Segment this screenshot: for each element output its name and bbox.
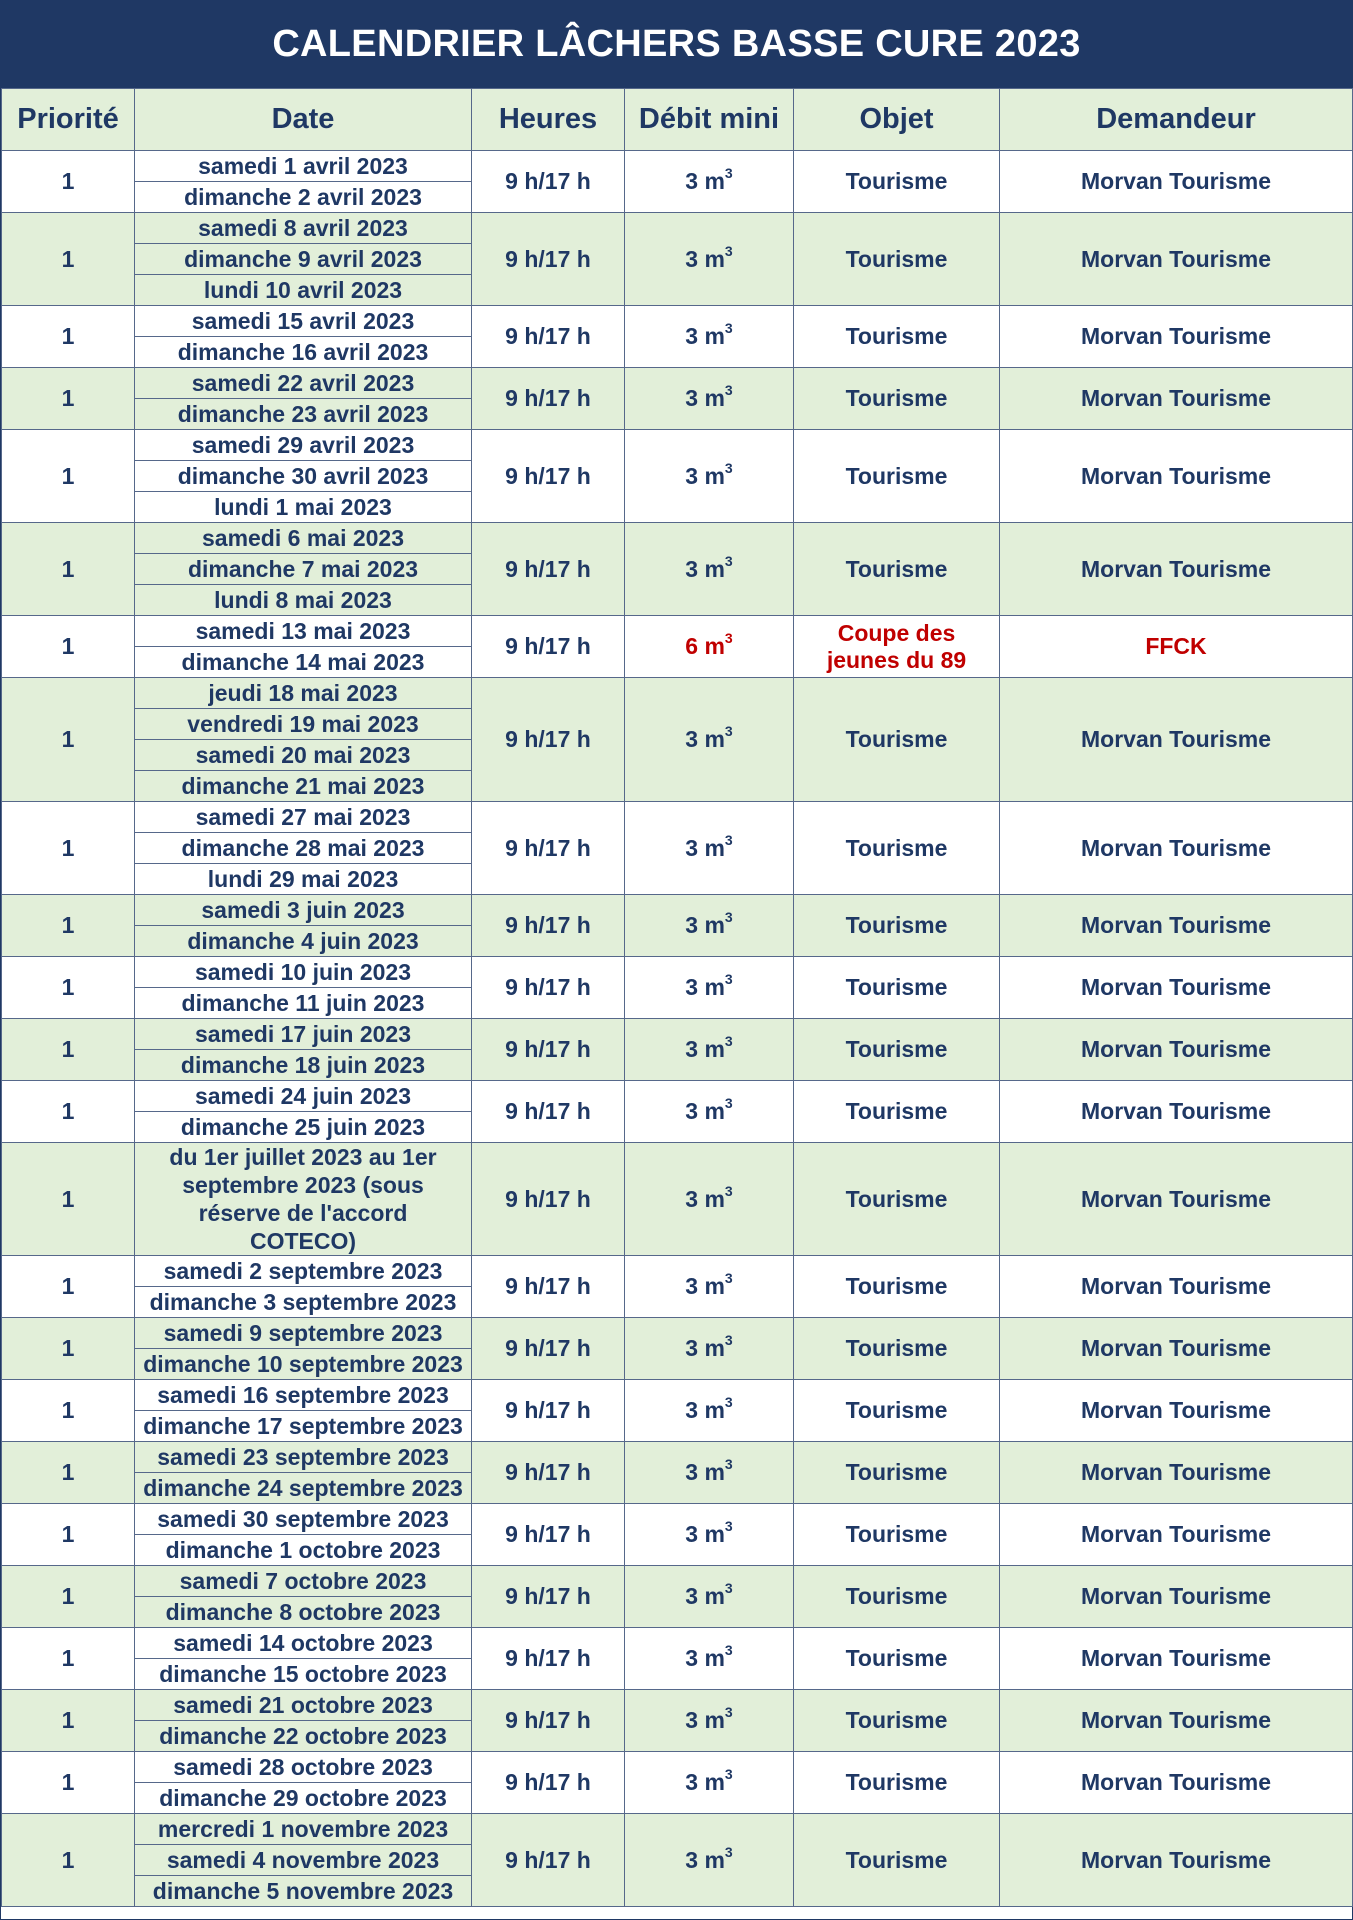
cell-date: dimanche 5 novembre 2023 (135, 1876, 472, 1907)
cell-date: dimanche 7 mai 2023 (135, 554, 472, 585)
cell-demandeur: Morvan Tourisme (1000, 678, 1353, 802)
cell-heures: 9 h/17 h (472, 1081, 625, 1143)
cell-heures: 9 h/17 h (472, 616, 625, 678)
cell-heures: 9 h/17 h (472, 802, 625, 895)
debit-value: 3 m (685, 834, 725, 861)
cell-date: samedi 13 mai 2023 (135, 616, 472, 647)
table-row (2, 1143, 1353, 1256)
cell-demandeur: Morvan Tourisme (1000, 1318, 1353, 1380)
cell-priorite: 1 (2, 616, 135, 678)
cell-date: dimanche 4 juin 2023 (135, 926, 472, 957)
header-objet: Objet (794, 89, 1000, 151)
table-body (2, 151, 1353, 1907)
cell-demandeur: Morvan Tourisme (1000, 1380, 1353, 1442)
debit-unit-exponent: 3 (724, 1456, 733, 1473)
cell-heures: 9 h/17 h (472, 1442, 625, 1504)
cell-objet: Tourisme (794, 1019, 1000, 1081)
cell-date: samedi 10 juin 2023 (135, 957, 472, 988)
cell-debit-mini (625, 678, 794, 802)
cell-debit-mini (625, 1318, 794, 1380)
table-row (2, 1752, 1353, 1783)
cell-debit-mini (625, 213, 794, 306)
cell-heures: 9 h/17 h (472, 523, 625, 616)
debit-value: 3 m (685, 1036, 725, 1062)
debit-value: 3 m (685, 1846, 725, 1873)
cell-priorite: 1 (2, 1504, 135, 1566)
debit-unit-exponent: 3 (724, 909, 733, 926)
cell-debit-mini (625, 523, 794, 616)
debit-unit-exponent: 3 (724, 1704, 733, 1721)
cell-date: samedi 9 septembre 2023 (135, 1318, 472, 1349)
cell-objet: Coupe des jeunes du 89 (794, 616, 1000, 678)
cell-date: lundi 1 mai 2023 (135, 492, 472, 523)
cell-debit-mini (625, 1814, 794, 1907)
cell-date: samedi 30 septembre 2023 (135, 1504, 472, 1535)
cell-debit-mini (625, 1380, 794, 1442)
cell-objet: Tourisme (794, 1814, 1000, 1907)
cell-debit-mini (625, 1143, 794, 1256)
cell-date: samedi 16 septembre 2023 (135, 1380, 472, 1411)
cell-demandeur: Morvan Tourisme (1000, 957, 1353, 1019)
cell-date: dimanche 2 avril 2023 (135, 182, 472, 213)
debit-value: 3 m (685, 1185, 725, 1212)
cell-debit-mini (625, 802, 794, 895)
cell-priorite: 1 (2, 151, 135, 213)
cell-date: dimanche 30 avril 2023 (135, 461, 472, 492)
cell-objet: Tourisme (794, 151, 1000, 213)
cell-date: samedi 23 septembre 2023 (135, 1442, 472, 1473)
debit-value: 3 m (685, 245, 725, 272)
cell-date: samedi 17 juin 2023 (135, 1019, 472, 1050)
cell-priorite: 1 (2, 678, 135, 802)
cell-date: dimanche 29 octobre 2023 (135, 1783, 472, 1814)
cell-priorite: 1 (2, 306, 135, 368)
cell-priorite: 1 (2, 1256, 135, 1318)
cell-date: lundi 8 mai 2023 (135, 585, 472, 616)
cell-date: du 1er juillet 2023 au 1er septembre 2023 (sous réserve de l'accord COTECO) (135, 1143, 472, 1256)
cell-priorite: 1 (2, 430, 135, 523)
cell-debit-mini (625, 1019, 794, 1081)
cell-debit-mini (625, 430, 794, 523)
cell-date: samedi 7 octobre 2023 (135, 1566, 472, 1597)
cell-date: samedi 24 juin 2023 (135, 1081, 472, 1112)
table-row (2, 1380, 1353, 1411)
cell-debit-mini (625, 1566, 794, 1628)
debit-value: 3 m (685, 974, 725, 1000)
debit-value: 3 m (685, 1583, 725, 1609)
cell-priorite: 1 (2, 1628, 135, 1690)
debit-unit-exponent: 3 (724, 1182, 733, 1199)
table-row (2, 1628, 1353, 1659)
debit-unit-exponent: 3 (724, 630, 733, 647)
cell-priorite: 1 (2, 1318, 135, 1380)
cell-demandeur: Morvan Tourisme (1000, 1256, 1353, 1318)
debit-unit-exponent: 3 (724, 1270, 733, 1287)
cell-demandeur: Morvan Tourisme (1000, 895, 1353, 957)
cell-demandeur: Morvan Tourisme (1000, 1752, 1353, 1814)
cell-demandeur: Morvan Tourisme (1000, 151, 1353, 213)
cell-debit-mini (625, 306, 794, 368)
cell-heures: 9 h/17 h (472, 1504, 625, 1566)
cell-debit-mini (625, 1628, 794, 1690)
debit-value: 3 m (685, 1273, 725, 1299)
debit-unit-exponent: 3 (724, 723, 733, 740)
document-title: CALENDRIER LÂCHERS BASSE CURE 2023 (1, 1, 1352, 88)
cell-demandeur: Morvan Tourisme (1000, 213, 1353, 306)
cell-date: dimanche 21 mai 2023 (135, 771, 472, 802)
cell-priorite: 1 (2, 802, 135, 895)
cell-date: dimanche 24 septembre 2023 (135, 1473, 472, 1504)
cell-heures: 9 h/17 h (472, 1814, 625, 1907)
cell-objet: Tourisme (794, 213, 1000, 306)
cell-date: dimanche 15 octobre 2023 (135, 1659, 472, 1690)
cell-date: samedi 3 juin 2023 (135, 895, 472, 926)
cell-objet: Tourisme (794, 430, 1000, 523)
debit-value: 3 m (685, 1098, 725, 1124)
debit-value: 3 m (685, 1707, 725, 1733)
cell-demandeur: Morvan Tourisme (1000, 1628, 1353, 1690)
cell-objet: Tourisme (794, 802, 1000, 895)
cell-date: dimanche 11 juin 2023 (135, 988, 472, 1019)
cell-date: samedi 14 octobre 2023 (135, 1628, 472, 1659)
debit-unit-exponent: 3 (724, 971, 733, 988)
cell-date: samedi 20 mai 2023 (135, 740, 472, 771)
cell-debit-mini (625, 957, 794, 1019)
debit-unit-exponent: 3 (724, 242, 733, 259)
debit-value: 3 m (685, 912, 725, 938)
cell-date: samedi 6 mai 2023 (135, 523, 472, 554)
cell-heures: 9 h/17 h (472, 213, 625, 306)
debit-unit-exponent: 3 (724, 1642, 733, 1659)
cell-heures: 9 h/17 h (472, 957, 625, 1019)
debit-value: 3 m (685, 462, 725, 489)
debit-unit-exponent: 3 (724, 831, 733, 848)
table-row (2, 430, 1353, 461)
table-row (2, 1442, 1353, 1473)
cell-demandeur: Morvan Tourisme (1000, 368, 1353, 430)
cell-demandeur: Morvan Tourisme (1000, 802, 1353, 895)
table-row (2, 1814, 1353, 1845)
header-heures: Heures (472, 89, 625, 151)
cell-demandeur: FFCK (1000, 616, 1353, 678)
debit-unit-exponent: 3 (724, 1766, 733, 1783)
cell-priorite: 1 (2, 1690, 135, 1752)
cell-debit-mini (625, 1442, 794, 1504)
cell-date: dimanche 3 septembre 2023 (135, 1287, 472, 1318)
cell-date: samedi 1 avril 2023 (135, 151, 472, 182)
debit-unit-exponent: 3 (724, 1095, 733, 1112)
cell-heures: 9 h/17 h (472, 151, 625, 213)
cell-demandeur: Morvan Tourisme (1000, 430, 1353, 523)
table-row (2, 1081, 1353, 1112)
debit-unit-exponent: 3 (724, 1518, 733, 1535)
header-priorite: Priorité (2, 89, 135, 151)
table-row (2, 1019, 1353, 1050)
debit-unit-exponent: 3 (724, 1843, 733, 1860)
table-row (2, 802, 1353, 833)
cell-priorite: 1 (2, 1143, 135, 1256)
debit-value: 3 m (685, 323, 725, 349)
cell-objet: Tourisme (794, 678, 1000, 802)
table-row (2, 213, 1353, 244)
cell-heures: 9 h/17 h (472, 1318, 625, 1380)
cell-date: dimanche 18 juin 2023 (135, 1050, 472, 1081)
cell-date: dimanche 28 mai 2023 (135, 833, 472, 864)
table-row (2, 151, 1353, 182)
cell-priorite: 1 (2, 1081, 135, 1143)
cell-date: dimanche 23 avril 2023 (135, 399, 472, 430)
debit-value: 3 m (685, 385, 725, 411)
cell-heures: 9 h/17 h (472, 306, 625, 368)
cell-heures: 9 h/17 h (472, 1143, 625, 1256)
cell-date: samedi 28 octobre 2023 (135, 1752, 472, 1783)
cell-heures: 9 h/17 h (472, 895, 625, 957)
cell-objet: Tourisme (794, 1690, 1000, 1752)
debit-value: 3 m (685, 1335, 725, 1361)
table-row (2, 1566, 1353, 1597)
debit-value: 3 m (685, 1769, 725, 1795)
debit-value: 6 m (685, 633, 725, 659)
cell-debit-mini (625, 895, 794, 957)
cell-debit-mini (625, 616, 794, 678)
table-row (2, 306, 1353, 337)
debit-value: 3 m (685, 555, 725, 582)
header-debit-mini: Débit mini (625, 89, 794, 151)
cell-date: dimanche 14 mai 2023 (135, 647, 472, 678)
cell-priorite: 1 (2, 1019, 135, 1081)
cell-objet: Tourisme (794, 306, 1000, 368)
cell-priorite: 1 (2, 1442, 135, 1504)
cell-objet: Tourisme (794, 1256, 1000, 1318)
table-row (2, 1256, 1353, 1287)
cell-date: dimanche 25 juin 2023 (135, 1112, 472, 1143)
cell-objet: Tourisme (794, 1143, 1000, 1256)
cell-objet: Tourisme (794, 1318, 1000, 1380)
debit-value: 3 m (685, 1459, 725, 1485)
debit-unit-exponent: 3 (724, 1332, 733, 1349)
table-row (2, 957, 1353, 988)
cell-date: samedi 2 septembre 2023 (135, 1256, 472, 1287)
cell-date: samedi 4 novembre 2023 (135, 1845, 472, 1876)
cell-debit-mini (625, 1504, 794, 1566)
cell-date: dimanche 8 octobre 2023 (135, 1597, 472, 1628)
cell-demandeur: Morvan Tourisme (1000, 306, 1353, 368)
cell-date: mercredi 1 novembre 2023 (135, 1814, 472, 1845)
cell-debit-mini (625, 1690, 794, 1752)
cell-heures: 9 h/17 h (472, 1752, 625, 1814)
cell-priorite: 1 (2, 1814, 135, 1907)
cell-date: samedi 27 mai 2023 (135, 802, 472, 833)
cell-objet: Tourisme (794, 895, 1000, 957)
cell-demandeur: Morvan Tourisme (1000, 1504, 1353, 1566)
header-row (2, 89, 1353, 151)
debit-unit-exponent: 3 (724, 1580, 733, 1597)
cell-date: samedi 29 avril 2023 (135, 430, 472, 461)
cell-objet: Tourisme (794, 1752, 1000, 1814)
cell-priorite: 1 (2, 368, 135, 430)
table-row (2, 678, 1353, 709)
table-row (2, 1504, 1353, 1535)
cell-heures: 9 h/17 h (472, 1019, 625, 1081)
cell-priorite: 1 (2, 1566, 135, 1628)
table-row (2, 368, 1353, 399)
cell-date: samedi 15 avril 2023 (135, 306, 472, 337)
debit-value: 3 m (685, 168, 725, 194)
cell-priorite: 1 (2, 1380, 135, 1442)
cell-objet: Tourisme (794, 523, 1000, 616)
cell-debit-mini (625, 1752, 794, 1814)
cell-date: lundi 29 mai 2023 (135, 864, 472, 895)
cell-date: dimanche 10 septembre 2023 (135, 1349, 472, 1380)
cell-demandeur: Morvan Tourisme (1000, 1814, 1353, 1907)
cell-debit-mini (625, 1256, 794, 1318)
debit-value: 3 m (685, 1521, 725, 1547)
cell-demandeur: Morvan Tourisme (1000, 1690, 1353, 1752)
table-row (2, 1318, 1353, 1349)
cell-date: jeudi 18 mai 2023 (135, 678, 472, 709)
cell-demandeur: Morvan Tourisme (1000, 1442, 1353, 1504)
debit-unit-exponent: 3 (724, 165, 733, 182)
cell-objet: Tourisme (794, 1566, 1000, 1628)
cell-date: samedi 8 avril 2023 (135, 213, 472, 244)
cell-heures: 9 h/17 h (472, 1380, 625, 1442)
cell-heures: 9 h/17 h (472, 1690, 625, 1752)
cell-demandeur: Morvan Tourisme (1000, 1566, 1353, 1628)
cell-date: dimanche 22 octobre 2023 (135, 1721, 472, 1752)
cell-priorite: 1 (2, 213, 135, 306)
cell-demandeur: Morvan Tourisme (1000, 1143, 1353, 1256)
cell-heures: 9 h/17 h (472, 368, 625, 430)
cell-date: dimanche 1 octobre 2023 (135, 1535, 472, 1566)
cell-date: dimanche 9 avril 2023 (135, 244, 472, 275)
cell-date: samedi 22 avril 2023 (135, 368, 472, 399)
debit-unit-exponent: 3 (724, 320, 733, 337)
cell-heures: 9 h/17 h (472, 430, 625, 523)
debit-unit-exponent: 3 (724, 552, 733, 569)
calendar-table (1, 88, 1353, 1907)
cell-objet: Tourisme (794, 1628, 1000, 1690)
cell-heures: 9 h/17 h (472, 678, 625, 802)
cell-priorite: 1 (2, 1752, 135, 1814)
cell-objet: Tourisme (794, 1081, 1000, 1143)
table-row (2, 895, 1353, 926)
cell-priorite: 1 (2, 895, 135, 957)
table-row (2, 523, 1353, 554)
cell-date: vendredi 19 mai 2023 (135, 709, 472, 740)
debit-value: 3 m (685, 1397, 725, 1423)
cell-demandeur: Morvan Tourisme (1000, 523, 1353, 616)
cell-demandeur: Morvan Tourisme (1000, 1081, 1353, 1143)
cell-demandeur: Morvan Tourisme (1000, 1019, 1353, 1081)
cell-priorite: 1 (2, 523, 135, 616)
debit-unit-exponent: 3 (724, 1394, 733, 1411)
cell-debit-mini (625, 151, 794, 213)
cell-debit-mini (625, 1081, 794, 1143)
cell-objet: Tourisme (794, 1504, 1000, 1566)
cell-objet: Tourisme (794, 1442, 1000, 1504)
cell-heures: 9 h/17 h (472, 1628, 625, 1690)
cell-objet: Tourisme (794, 1380, 1000, 1442)
debit-unit-exponent: 3 (724, 459, 733, 476)
cell-debit-mini (625, 368, 794, 430)
cell-date: dimanche 17 septembre 2023 (135, 1411, 472, 1442)
table-row (2, 1690, 1353, 1721)
debit-value: 3 m (685, 1645, 725, 1671)
table-row (2, 616, 1353, 647)
cell-date: dimanche 16 avril 2023 (135, 337, 472, 368)
cell-date: samedi 21 octobre 2023 (135, 1690, 472, 1721)
debit-unit-exponent: 3 (724, 382, 733, 399)
cell-objet: Tourisme (794, 368, 1000, 430)
cell-date: lundi 10 avril 2023 (135, 275, 472, 306)
cell-heures: 9 h/17 h (472, 1566, 625, 1628)
debit-value: 3 m (685, 726, 725, 752)
cell-priorite: 1 (2, 957, 135, 1019)
cell-objet: Tourisme (794, 957, 1000, 1019)
debit-unit-exponent: 3 (724, 1033, 733, 1050)
header-date: Date (135, 89, 472, 151)
header-demandeur: Demandeur (1000, 89, 1353, 151)
cell-heures: 9 h/17 h (472, 1256, 625, 1318)
